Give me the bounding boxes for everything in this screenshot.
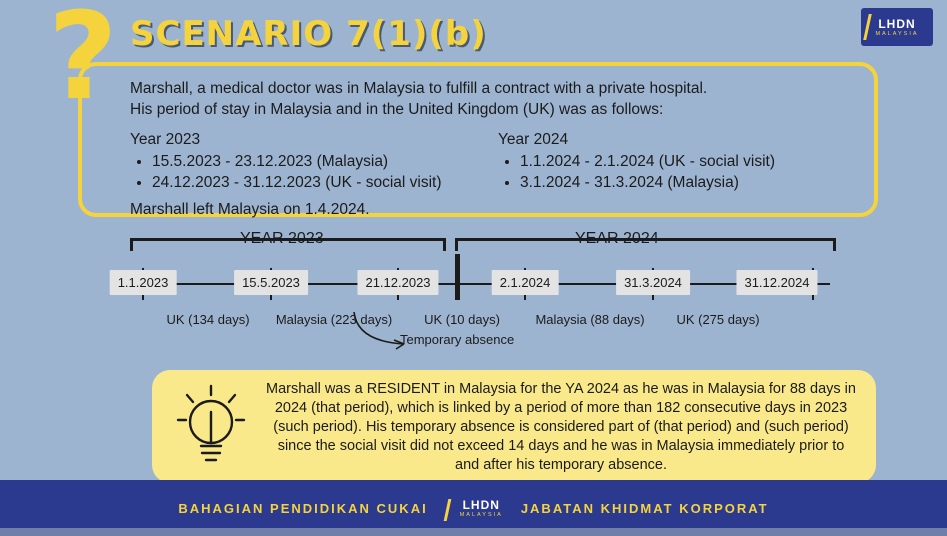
timeline-segment-label: UK (10 days) — [424, 312, 500, 327]
timeline-segment-label: Malaysia (223 days) — [275, 312, 393, 327]
year-2023-column — [130, 131, 488, 219]
timeline-tick-temporary-absence — [455, 254, 460, 300]
scenario-info-box — [78, 62, 878, 217]
timeline-date-chip: 31.12.2024 — [736, 270, 817, 295]
info-line-2: His period of stay in Malaysia and in the United Kingdom (UK) was as follows: — [130, 101, 664, 118]
left-malaysia-note: Marshall left Malaysia on 1.4.2024. — [130, 201, 370, 218]
list-item: • 3.1.2024 - 31.3.2024 (Malaysia) — [520, 172, 856, 193]
year-2024-column — [488, 131, 856, 219]
conclusion-text: Marshall was a RESIDENT in Malaysia for the YA 2024 as he was in Malaysia for 88 days in 2024 (that period), which is linked by a period of more than 182 consecutive days in 2023 (such period). His temporary absence is considered part of (that period) and (such period) since the social visit did not exceed 14 days and he was in Malaysia immediately prior to and after his temporary absence. — [266, 381, 856, 473]
footer-logo-name: LHDN — [462, 498, 500, 512]
timeline-date-chip: 1.1.2023 — [110, 270, 177, 295]
logo-sub: MALAYSIA — [875, 31, 919, 37]
timeline-year-label-2023: YEAR 2023 — [240, 230, 324, 247]
info-line-1: Marshall, a medical doctor was in Malaysia to fulfill a contract with a private hospital. — [130, 80, 708, 97]
timeline-date-chip: 15.5.2023 — [234, 270, 308, 295]
year-2023-heading: Year 2023 — [130, 131, 201, 148]
question-mark-icon: ? — [48, 0, 118, 127]
footer-logo — [446, 498, 503, 518]
timeline-segment-label: UK (275 days) — [676, 312, 760, 327]
page-title: SCENARIO 7(1)(b) — [130, 14, 487, 54]
timeline-date-chip: 2.1.2024 — [492, 270, 559, 295]
footer-logo-sub: MALAYSIA — [459, 512, 503, 518]
list-item: • 24.12.2023 - 31.12.2023 (UK - social visit) — [152, 172, 488, 193]
list-item: • 1.1.2024 - 2.1.2024 (UK - social visit) — [520, 151, 856, 172]
footer-right-text: JABATAN KHIDMAT KORPORAT — [520, 500, 769, 516]
timeline-year-label-2024: YEAR 2024 — [575, 230, 659, 247]
year-2024-list — [498, 151, 856, 193]
timeline-date-chip: 21.12.2023 — [357, 270, 438, 295]
logo-name: LHDN — [878, 17, 916, 31]
years-container — [130, 131, 856, 219]
temporary-absence-annotation: Temporary absence — [400, 332, 515, 347]
year-2024-heading: Year 2024 — [498, 131, 569, 148]
timeline-date-chip: 31.3.2024 — [616, 270, 690, 295]
bottom-strip — [0, 528, 947, 536]
lhdn-logo — [861, 8, 933, 46]
conclusion-box — [152, 370, 876, 483]
list-item: • 15.5.2023 - 23.12.2023 (Malaysia) — [152, 151, 488, 172]
lightbulb-icon — [170, 384, 252, 470]
footer-left-text: BAHAGIAN PENDIDIKAN CUKAI — [178, 500, 428, 516]
timeline-segment-label: UK (134 days) — [166, 312, 250, 327]
timeline-segment-label: Malaysia (88 days) — [535, 312, 645, 327]
timeline-diagram — [100, 228, 860, 368]
year-2023-list — [130, 151, 488, 193]
